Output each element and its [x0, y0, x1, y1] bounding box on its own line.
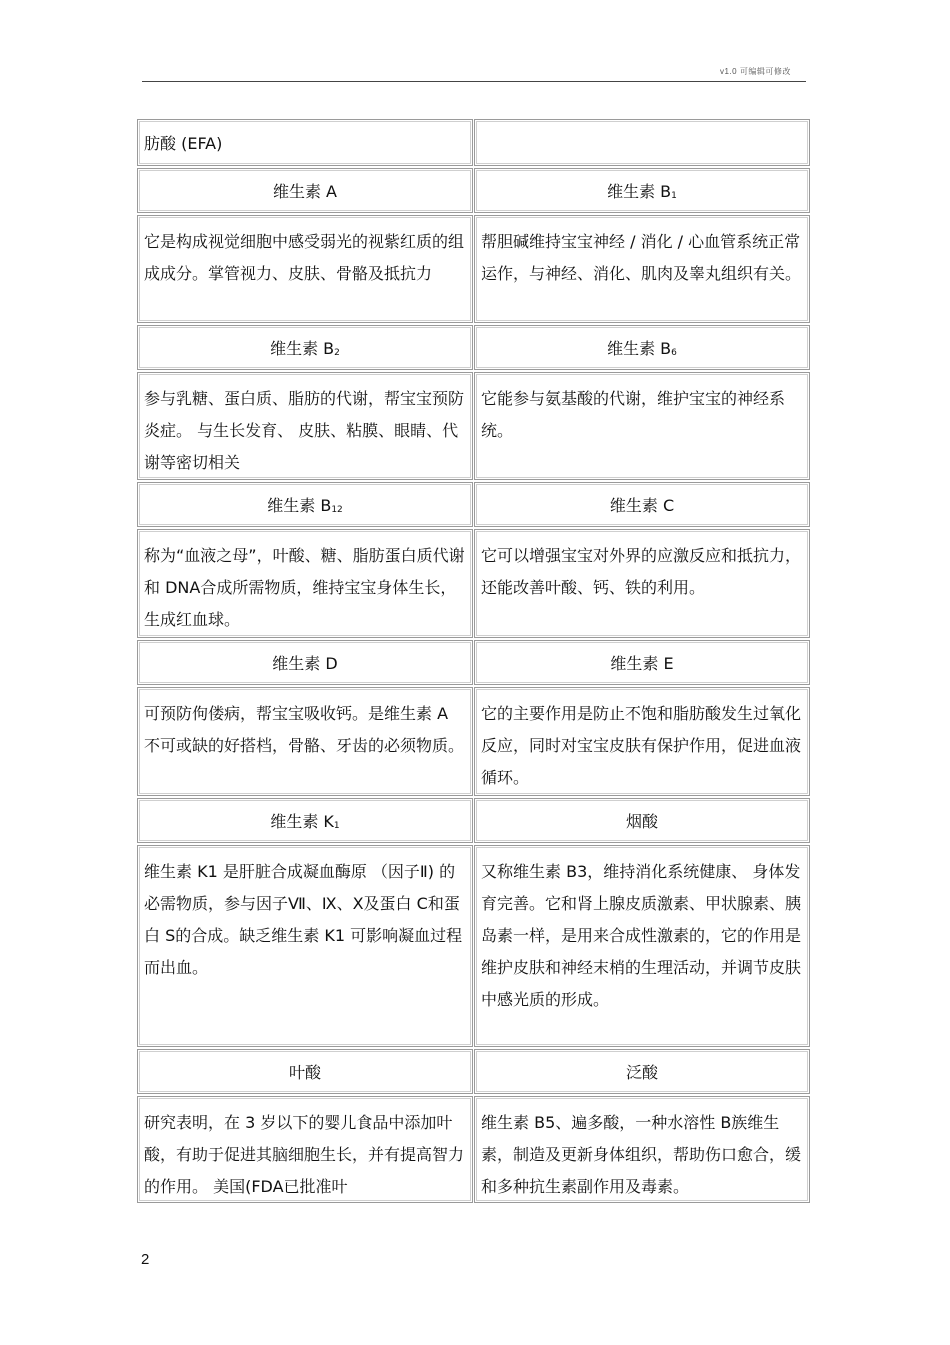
vitamin-description: 帮胆碱维持宝宝神经 / 消化 / 心血管系统正常运作，与神经、消化、肌肉及睾丸组织有关。: [474, 215, 810, 323]
vitamin-description: 可预防佝偻病，帮宝宝吸收钙。是维生素 A 不可或缺的好搭档，骨骼、牙齿的必须物质。: [137, 687, 473, 796]
vitamin-description: 维生素 K1 是肝脏合成凝血酶原 （因子Ⅱ) 的必需物质，参与因子Ⅶ、Ⅸ、Ⅹ及蛋白 C和蛋白 S的合成。缺乏维生素 K1 可影响凝血过程而出血。: [137, 845, 473, 1047]
vitamin-description: 它的主要作用是防止不饱和脂肪酸发生过氧化反应，同时对宝宝皮肤有保护作用，促进血液循环。: [474, 687, 810, 796]
vitamin-description: 它能参与氨基酸的代谢，维护宝宝的神经系统。: [474, 372, 810, 480]
vitamin-description: 又称维生素 B3，维持消化系统健康、 身体发育完善。它和肾上腺皮质激素、甲状腺素、胰岛素一样，是用来合成性激素的，它的作用是维护皮肤和神经末梢的生理活动，并调节皮肤中感光质的形成。: [474, 845, 810, 1047]
vitamin-description: 参与乳糖、蛋白质、脂肪的代谢，帮宝宝预防炎症。 与生长发育、 皮肤、粘膜、眼睛、代谢等密切相关: [137, 372, 473, 480]
vitamin-heading: 维生素 A: [137, 168, 473, 213]
header-rule: [142, 81, 806, 82]
vitamin-description: 称为“血液之母”，叶酸、糖、脂肪蛋白质代谢和 DNA合成所需物质，维持宝宝身体生长，生成红血球。: [137, 529, 473, 638]
vitamin-heading: 维生素 $B_1$: [474, 168, 810, 213]
vitamin-description: 维生素 B5、遍多酸，一种水溶性 B族维生素，制造及更新身体组织，帮助伤口愈合，缓和多种抗生素副作用及毒素。: [474, 1096, 810, 1203]
vitamin-heading: 维生素 $B_{12}$: [137, 482, 473, 527]
vitamin-description: 它可以增强宝宝对外界的应激反应和抵抗力，还能改善叶酸、钙、铁的利用。: [474, 529, 810, 638]
vitamin-heading: 维生素 C: [474, 482, 810, 527]
vitamin-heading: 维生素 $B_6$: [474, 325, 810, 370]
vitamin-heading: 维生素 $B_2$: [137, 325, 473, 370]
table-cell: [474, 119, 810, 166]
vitamin-heading: 维生素 D: [137, 640, 473, 685]
page-number: 2: [141, 1251, 150, 1268]
header-note: v1.0 可编辑可修改: [720, 67, 791, 76]
vitamin-description: 研究表明，在 3 岁以下的婴儿食品中添加叶酸，有助于促进其脑细胞生长，并有提高智力的作用。 美国(FDA已批准叶: [137, 1096, 473, 1203]
vitamin-table: [137, 119, 811, 1205]
vitamin-heading: 泛酸: [474, 1049, 810, 1094]
vitamin-heading: 叶酸: [137, 1049, 473, 1094]
vitamin-heading: 烟酸: [474, 798, 810, 843]
vitamin-description: 它是构成视觉细胞中感受弱光的视紫红质的组成成分。掌管视力、皮肤、骨骼及抵抗力: [137, 215, 473, 323]
vitamin-heading: 维生素 $K_1$: [137, 798, 473, 843]
table-cell: 肪酸 (EFA): [137, 119, 473, 166]
vitamin-heading: 维生素 E: [474, 640, 810, 685]
